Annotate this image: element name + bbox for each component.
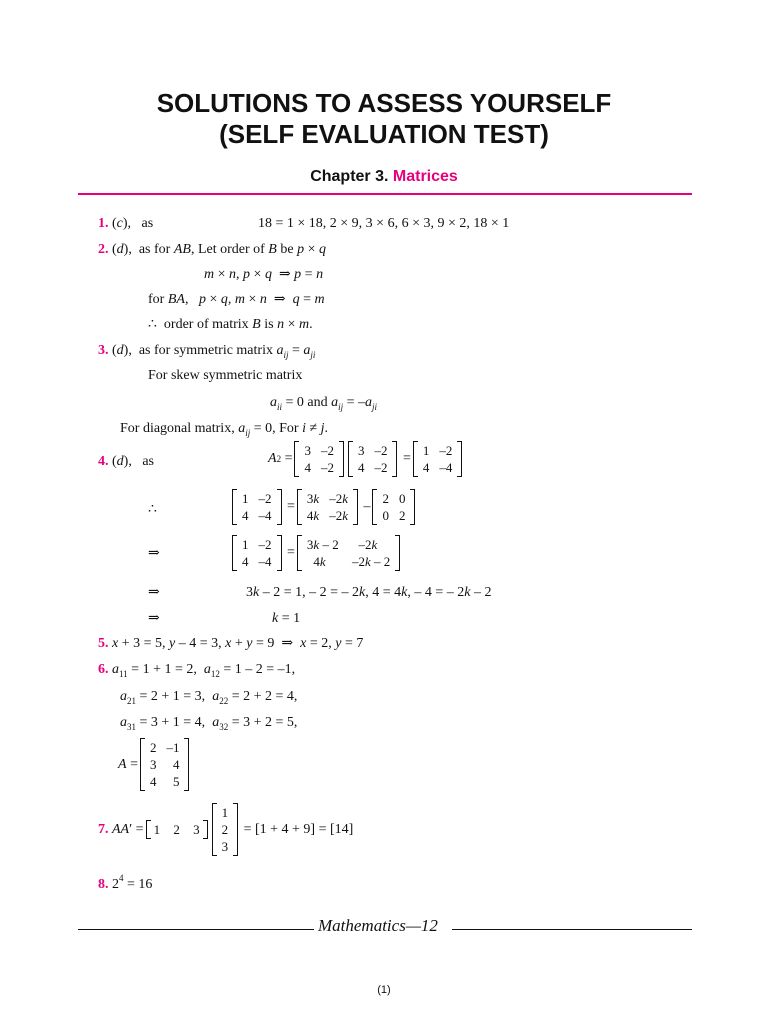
- q4-eq3: 1 –2 4 –4 = 3k – 2 –2k 4k –2k – 2: [230, 535, 402, 571]
- chapter-name: Matrices: [392, 168, 458, 185]
- q7-line: 7. AA ′ = 1 2 3 1 2 3 = [1 + 4 + 9] = [14]: [98, 805, 354, 854]
- q4-implies-3: ⇒: [148, 611, 160, 626]
- q4-label: 4. (d), as: [98, 454, 154, 469]
- q8-line: 8. $2^4 = 16$: [98, 873, 153, 892]
- q4-eq5: k = 1: [272, 611, 301, 626]
- q4-eq1: A 2 = 3 –2 4 –2 3 –2 4 –2 = 1 –2 4 –4: [268, 441, 464, 477]
- q4-eq4: 3k – 2 = 1, – 2 = – 2k, 4 = 4k, – 4 = – 2k – 2: [246, 585, 492, 600]
- header-rule: [78, 193, 692, 195]
- footer-title: Mathematics—12: [318, 916, 438, 935]
- q3-line2: For skew symmetric matrix: [148, 368, 303, 383]
- footer-rule-right: [452, 929, 692, 930]
- q2-line3: for BA, p × q, m × n ⇒ q = m: [148, 292, 325, 307]
- q6-matrix: A = 2 –1 3 4 4 5: [118, 738, 191, 791]
- q4-implies-1: ⇒: [148, 546, 160, 561]
- q5-line: 5. x + 3 = 5, y – 4 = 3, x + y = 9 ⇒ x = 2, y = 7: [98, 636, 364, 651]
- page-number: (1): [377, 984, 391, 996]
- footer-rule-left: [78, 929, 314, 930]
- q6-line1: 6. $a_{11} = 1 + 1 = 2$, $a_{12} = 1 - 2 = -1$,: [98, 662, 296, 679]
- title-line-1: SOLUTIONS TO ASSESS YOURSELF: [156, 88, 612, 118]
- q6-line2: $a_{21} = 2 + 1 = 3$, $a_{22} = 2 + 2 = 4$,: [120, 689, 298, 706]
- q2-line4: ∴ order of matrix B is n × m.: [148, 317, 313, 332]
- q1-expr: 18 = 1 × 18, 2 × 9, 3 × 6, 6 × 3, 9 × 2, 18 × 1: [258, 216, 510, 231]
- q3-line3: $a_{ii} = 0$ and $a_{ij} = -a_{ji}$: [270, 395, 378, 412]
- q2-line2: m × n, p × q ⇒ p = n: [204, 267, 324, 282]
- q2-line1: 2. (d), as for AB, Let order of B be p × q: [98, 242, 326, 257]
- q4-eq2: 1 –2 4 –4 = 3k –2k 4k –2k – 2 0 0 2: [230, 489, 417, 525]
- title-line-2: (SELF EVALUATION TEST): [219, 119, 549, 149]
- q3-line4: For diagonal matrix, $a_{ij} = 0$, For i ≠ j.: [120, 421, 329, 438]
- q1-label: 1. (c), as: [98, 216, 154, 231]
- q4-therefore: ∴: [148, 502, 157, 517]
- chapter-heading: [0, 168, 768, 186]
- q6-line3: $a_{31} = 3 + 1 = 4$, $a_{32} = 3 + 2 = 5$,: [120, 715, 298, 732]
- chapter-prefix: Chapter 3.: [310, 168, 389, 185]
- q4-implies-2: ⇒: [148, 585, 160, 600]
- q3-line1: 3. (d), as for symmetric matrix $a_{ij} = a_{ji}$: [98, 343, 316, 360]
